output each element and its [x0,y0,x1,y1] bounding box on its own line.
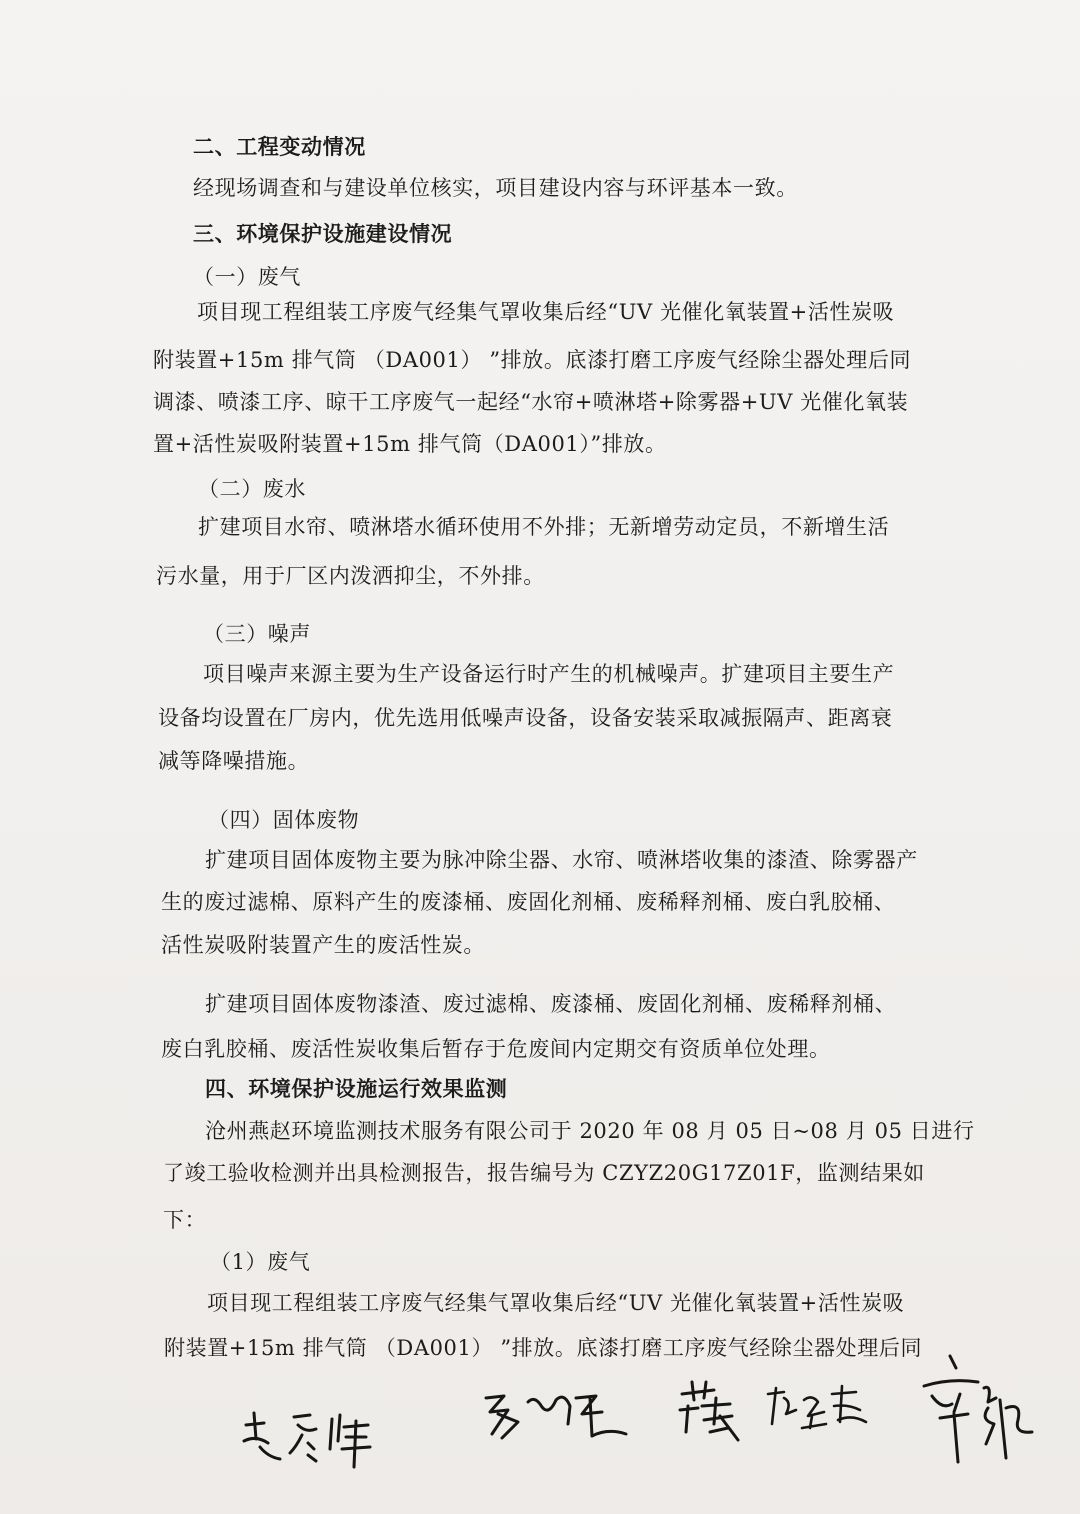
section2-heading: 二、工程变动情况 [193,134,366,159]
gas-line-4: 置+活性炭吸附装置+15m 排气筒（DA001）”排放。 [153,432,667,456]
section4-line-2: 了竣工验收检测并出具检测报告，报告编号为 CZYZ20G17Z01F，监测结果如 [163,1161,925,1185]
solid-line2-2: 废白乳胶桶、废活性炭收集后暂存于危废间内定期交有资质单位处理。 [161,1037,831,1061]
gas-subheading: （一）废气 [193,265,301,289]
section4-line-1: 沧州燕赵环境监测技术服务有限公司于 2020 年 08 月 05 日~08 月 05 日进行 [205,1119,975,1143]
signature-guo [910,1348,1040,1478]
signature-zhang [478,1378,638,1448]
noise-subheading: （三）噪声 [203,622,311,646]
section2-body: 经现场调查和与建设单位核实，项目建设内容与环评基本一致。 [193,176,798,200]
signature-zhao-dongfeng [236,1395,386,1475]
monitor-gas-line-1: 项目现工程组装工序废气经集气罩收集后经“UV 光催化氧装置+活性炭吸 [207,1291,905,1315]
solid-line-2: 生的废过滤棉、原料产生的废漆桶、废固化剂桶、废稀释剂桶、废白乳胶桶、 [161,890,896,914]
section3-heading: 三、环境保护设施建设情况 [193,221,453,246]
noise-line-2: 设备均设置在厂房内，优先选用低噪声设备，设备安装采取减振隔声、距离衰 [158,706,893,730]
section4-heading: 四、环境保护设施运行效果监测 [205,1076,508,1101]
noise-line-3: 减等降噪措施。 [158,749,310,773]
water-line-1: 扩建项目水帘、喷淋塔水循环使用不外排；无新增劳动定员，不新增生活 [198,515,890,539]
water-subheading: （二）废水 [198,477,306,501]
section4-line-3: 下： [163,1208,207,1232]
solid-subheading: （四）固体废物 [208,808,360,832]
signature-xing [762,1380,872,1440]
gas-line-1: 项目现工程组装工序废气经集气罩收集后经“UV 光催化氧装置+活性炭吸 [197,300,895,324]
solid-line2-1: 扩建项目固体废物漆渣、废过滤棉、废漆桶、废固化剂桶、废稀释剂桶、 [205,992,897,1016]
gas-line-3: 调漆、喷漆工序、晾干工序废气一起经“水帘+喷淋塔+除雾器+UV 光催化氧装 [153,390,909,414]
gas-line-2: 附装置+15m 排气筒 （DA001） ”排放。底漆打磨工序废气经除尘器处理后同 [153,348,912,372]
water-line-2: 污水量，用于厂区内泼洒抑尘，不外排。 [156,564,545,588]
solid-line-3: 活性炭吸附装置产生的废活性炭。 [161,933,485,957]
signature-xiao [676,1376,756,1446]
monitor-gas-subheading: （1）废气 [210,1250,311,1274]
solid-line-1: 扩建项目固体废物主要为脉冲除尘器、水帘、喷淋塔收集的漆渣、除雾器产 [205,848,918,872]
monitor-gas-line-2: 附装置+15m 排气筒 （DA001） ”排放。底漆打磨工序废气经除尘器处理后同 [164,1336,923,1360]
noise-line-1: 项目噪声来源主要为生产设备运行时产生的机械噪声。扩建项目主要生产 [203,662,895,686]
